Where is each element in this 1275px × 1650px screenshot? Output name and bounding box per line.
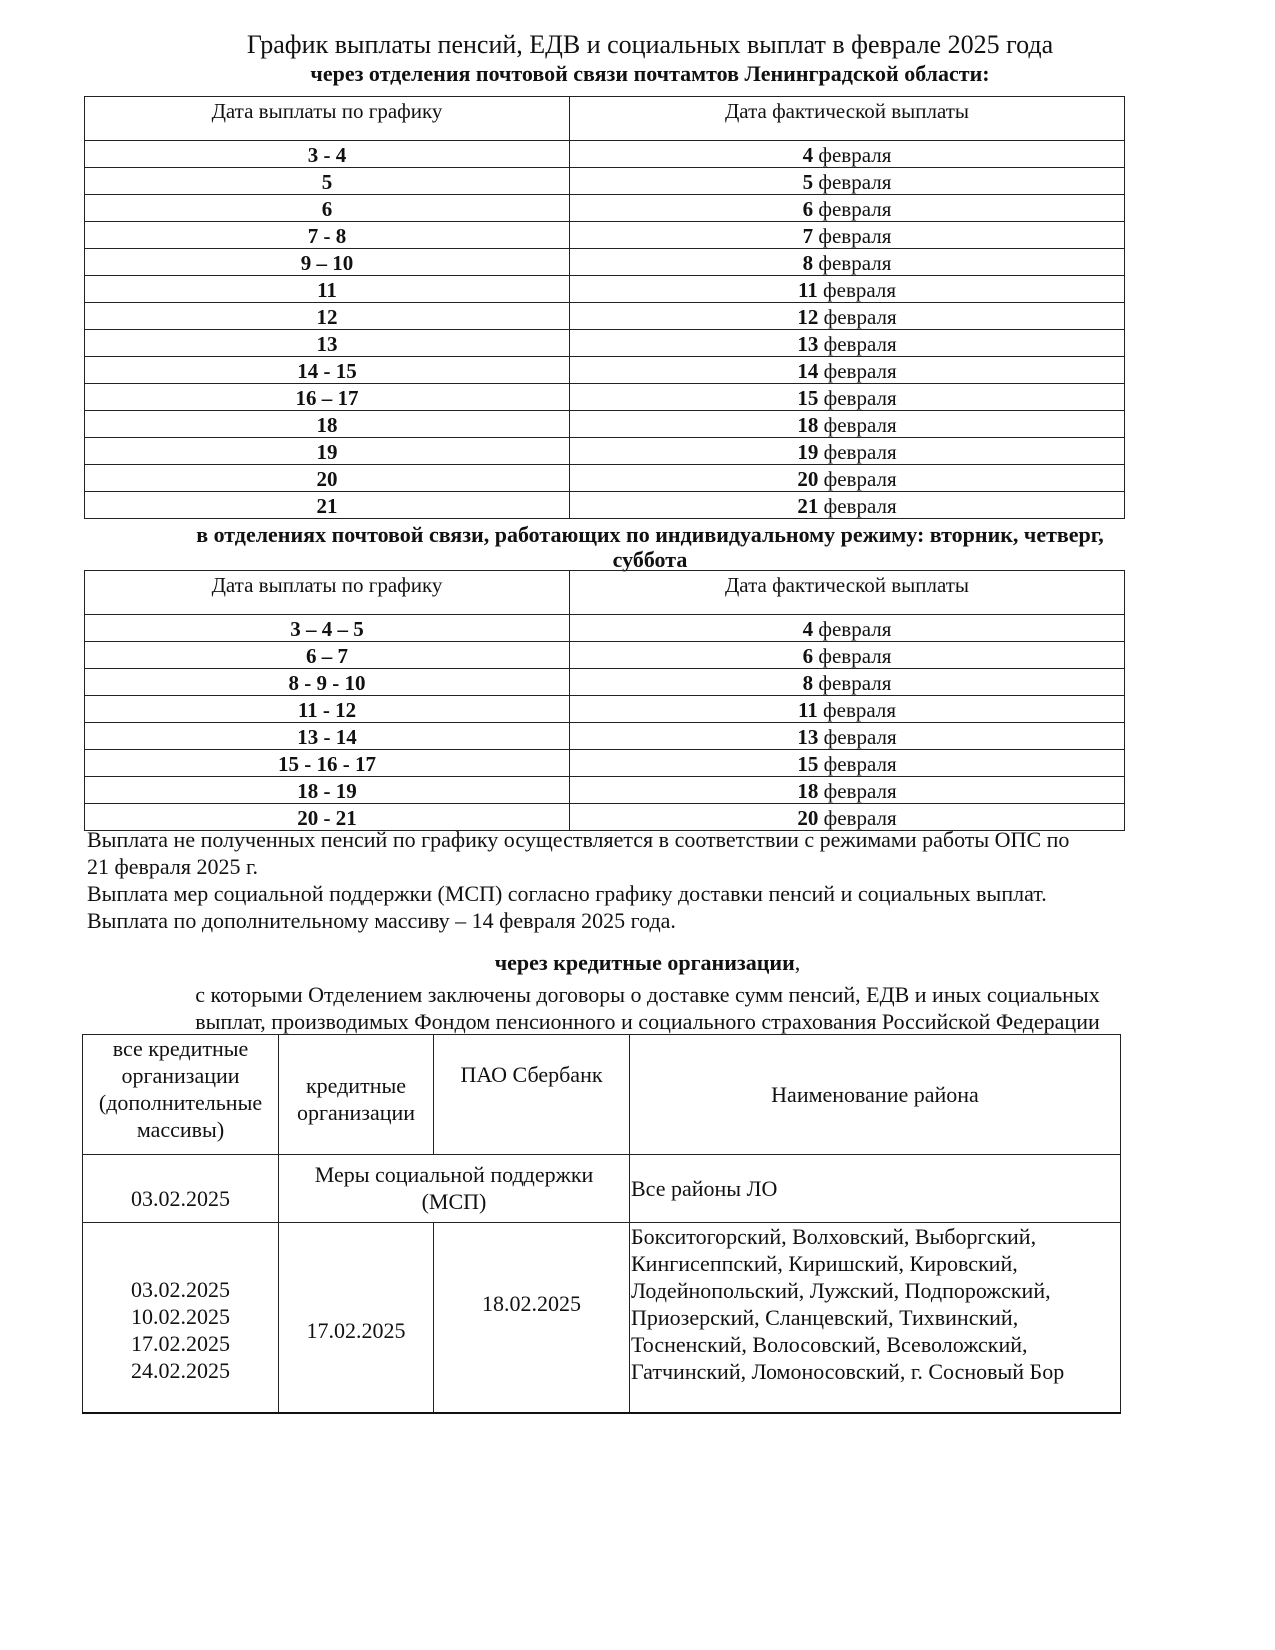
schedule-date-cell: 15 - 16 - 17 xyxy=(85,750,570,777)
credit-title-bold: через кредитные организации xyxy=(494,950,795,975)
actual-date-cell xyxy=(570,777,1125,804)
district-line: Кингисеппский, Киришский, Кировский, xyxy=(631,1251,1018,1276)
actual-date-cell xyxy=(570,222,1125,249)
month-word: февраля xyxy=(818,251,892,275)
schedule-date-cell: 9 – 10 xyxy=(85,249,570,276)
actual-day-number: 21 xyxy=(797,494,819,518)
month-word: февраля xyxy=(823,413,897,437)
page-title: График выплаты пенсий, ЕДВ и социальных выплат в феврале 2025 года xyxy=(246,30,1054,59)
actual-day-number: 11 xyxy=(797,278,818,302)
header-actual-date: Дата фактической выплаты xyxy=(570,97,1125,141)
actual-day-number: 5 xyxy=(802,170,814,194)
month-word: февраля xyxy=(823,440,897,464)
table-row xyxy=(85,357,1125,384)
actual-day-number: 8 xyxy=(802,251,814,275)
actual-date-cell xyxy=(570,168,1125,195)
actual-date-cell xyxy=(570,195,1125,222)
actual-day-number: 7 xyxy=(802,224,814,248)
actual-date-cell xyxy=(570,669,1125,696)
actual-date-cell xyxy=(570,750,1125,777)
msp-date: 03.02.2025 xyxy=(83,1155,279,1223)
month-word: февраля xyxy=(823,725,897,749)
table-row xyxy=(85,777,1125,804)
schedule-date-cell: 16 – 17 xyxy=(85,384,570,411)
note-msp: Выплата мер социальной поддержки (МСП) согласно графику доставки пенсий и социальных выплат. xyxy=(87,881,1047,906)
district-line: Бокситогорский, Волховский, Выборгский, xyxy=(631,1224,1037,1249)
schedule-date-cell: 3 - 4 xyxy=(85,141,570,168)
table-row xyxy=(85,195,1125,222)
month-word: февраля xyxy=(823,332,897,356)
header-credit-orgs xyxy=(279,1035,434,1155)
month-word: февраля xyxy=(823,698,897,722)
credit-subtitle-line2: выплат, производимых Фондом пенсионного и социального страхования Российской Федерации xyxy=(195,1009,1100,1034)
table-row xyxy=(85,696,1125,723)
actual-day-number: 8 xyxy=(802,671,814,695)
actual-day-number: 4 xyxy=(802,617,814,641)
actual-date-cell xyxy=(570,696,1125,723)
table-row xyxy=(85,168,1125,195)
month-word: февраля xyxy=(823,278,897,302)
all-credit-org-dates xyxy=(83,1223,279,1413)
actual-day-number: 20 xyxy=(797,467,819,491)
table-row xyxy=(85,411,1125,438)
header-line: организации xyxy=(121,1063,240,1088)
actual-day-number: 15 xyxy=(797,386,819,410)
schedule-date-cell: 13 xyxy=(85,330,570,357)
month-word: февраля xyxy=(818,143,892,167)
actual-day-number: 6 xyxy=(802,197,814,221)
table-row xyxy=(83,1155,1121,1223)
actual-day-number: 13 xyxy=(797,725,819,749)
table-header-row xyxy=(85,571,1125,615)
note-unreceived-line2: 21 февраля 2025 г. xyxy=(87,854,259,879)
district-list xyxy=(630,1223,1121,1413)
schedule-date-cell: 20 xyxy=(85,465,570,492)
actual-date-cell xyxy=(570,276,1125,303)
header-line: кредитные xyxy=(305,1072,407,1098)
month-word: февраля xyxy=(823,359,897,383)
table-row xyxy=(85,615,1125,642)
table-row xyxy=(85,438,1125,465)
schedule-date-cell: 3 – 4 – 5 xyxy=(85,615,570,642)
actual-date-cell xyxy=(570,411,1125,438)
month-word: февраля xyxy=(823,467,897,491)
actual-day-number: 13 xyxy=(797,332,819,356)
header-sberbank: ПАО Сбербанк xyxy=(434,1035,630,1155)
section-individual-mode-line1: в отделениях почтовой связи, работающих по индивидуальному режиму: вторник, четверг, xyxy=(196,522,1104,547)
month-word: февраля xyxy=(823,752,897,776)
payment-date: 24.02.2025 xyxy=(131,1358,230,1383)
month-word: февраля xyxy=(823,305,897,329)
actual-day-number: 4 xyxy=(802,143,814,167)
month-word: февраля xyxy=(823,806,897,830)
header-actual-date: Дата фактической выплаты xyxy=(570,571,1125,615)
month-word: февраля xyxy=(818,671,892,695)
table-row xyxy=(85,669,1125,696)
actual-day-number: 15 xyxy=(797,752,819,776)
post-schedule-table xyxy=(84,96,1125,519)
payment-date: 03.02.2025 xyxy=(131,1277,230,1302)
actual-day-number: 19 xyxy=(797,440,819,464)
month-word: февраля xyxy=(818,224,892,248)
msp-label-line: (МСП) xyxy=(421,1189,487,1214)
table-row xyxy=(85,384,1125,411)
section-credit-subtitle xyxy=(0,981,1275,1036)
district-line: Гатчинский, Ломоносовский, г. Сосновый Бор xyxy=(631,1359,1065,1384)
table-row xyxy=(85,750,1125,777)
payment-date: 17.02.2025 xyxy=(131,1331,230,1356)
table-row xyxy=(85,492,1125,519)
table-row xyxy=(85,303,1125,330)
schedule-date-cell: 7 - 8 xyxy=(85,222,570,249)
table-header-row xyxy=(85,97,1125,141)
actual-date-cell xyxy=(570,615,1125,642)
schedule-date-cell: 21 xyxy=(85,492,570,519)
section-individual-mode-title xyxy=(80,520,1220,574)
note-unreceived-line1: Выплата не полученных пенсий по графику осуществляется в соответствии с режимами работы ОПС по xyxy=(87,827,1070,852)
table-row xyxy=(85,642,1125,669)
payment-date: 10.02.2025 xyxy=(131,1304,230,1329)
actual-day-number: 11 xyxy=(797,698,818,722)
actual-day-number: 12 xyxy=(797,305,819,329)
schedule-date-cell: 11 - 12 xyxy=(85,696,570,723)
table-row xyxy=(83,1223,1121,1413)
schedule-date-cell: 19 xyxy=(85,438,570,465)
month-word: февраля xyxy=(818,617,892,641)
individual-schedule-table xyxy=(84,570,1125,831)
schedule-date-cell: 18 - 19 xyxy=(85,777,570,804)
schedule-date-cell: 11 xyxy=(85,276,570,303)
credit-orgs-date: 17.02.2025 xyxy=(279,1223,434,1413)
actual-day-number: 20 xyxy=(797,806,819,830)
section-individual-mode-line2: суббота xyxy=(612,547,688,572)
actual-date-cell xyxy=(570,642,1125,669)
table-row xyxy=(85,249,1125,276)
district-line: Тосненский, Волосовский, Всеволожский, xyxy=(631,1332,1028,1357)
actual-day-number: 18 xyxy=(797,779,819,803)
actual-date-cell xyxy=(570,438,1125,465)
credit-title-tail: , xyxy=(794,950,801,975)
schedule-date-cell: 12 xyxy=(85,303,570,330)
month-word: февраля xyxy=(823,386,897,410)
actual-date-cell xyxy=(570,303,1125,330)
schedule-date-cell: 20 - 21 xyxy=(85,804,570,831)
actual-date-cell xyxy=(570,249,1125,276)
actual-day-number: 6 xyxy=(802,644,814,668)
msp-label xyxy=(279,1155,630,1223)
header-line: организации xyxy=(296,1099,416,1125)
district-line: Лодейнопольский, Лужский, Подпорожский, xyxy=(631,1278,1051,1303)
credit-subtitle-line1: с которыми Отделением заключены договоры о доставке сумм пенсий, ЕДВ и иных социальных xyxy=(195,982,1100,1007)
actual-date-cell xyxy=(570,141,1125,168)
msp-label-line: Меры социальной поддержки xyxy=(314,1162,594,1187)
actual-date-cell xyxy=(570,465,1125,492)
header-line: все кредитные xyxy=(112,1036,249,1061)
month-word: февраля xyxy=(823,779,897,803)
table-row xyxy=(85,465,1125,492)
month-word: февраля xyxy=(818,644,892,668)
month-word: февраля xyxy=(823,494,897,518)
actual-date-cell xyxy=(570,384,1125,411)
section-post-offices-title: через отделения почтовой связи почтамтов Ленинградской области: xyxy=(310,61,990,86)
note-additional-array: Выплата по дополнительному массиву – 14 февраля 2025 года. xyxy=(87,908,676,933)
schedule-date-cell: 13 - 14 xyxy=(85,723,570,750)
actual-date-cell xyxy=(570,357,1125,384)
table-row xyxy=(85,276,1125,303)
month-word: февраля xyxy=(818,197,892,221)
schedule-date-cell: 5 xyxy=(85,168,570,195)
schedule-date-cell: 8 - 9 - 10 xyxy=(85,669,570,696)
msp-district: Все районы ЛО xyxy=(630,1155,1121,1223)
section-credit-title xyxy=(0,949,1275,977)
schedule-date-cell: 6 xyxy=(85,195,570,222)
header-schedule-date: Дата выплаты по графику xyxy=(85,571,570,615)
table-header-row xyxy=(83,1035,1121,1155)
district-line: Приозерский, Сланцевский, Тихвинский, xyxy=(631,1305,1019,1330)
month-word: февраля xyxy=(818,170,892,194)
actual-date-cell xyxy=(570,723,1125,750)
actual-date-cell xyxy=(570,492,1125,519)
schedule-date-cell: 18 xyxy=(85,411,570,438)
credit-org-table xyxy=(82,1034,1121,1414)
table-row xyxy=(85,141,1125,168)
table-row xyxy=(85,723,1125,750)
schedule-date-cell: 6 – 7 xyxy=(85,642,570,669)
table-row xyxy=(85,330,1125,357)
header-all-credit-orgs xyxy=(83,1035,279,1155)
header-district-name: Наименование района xyxy=(630,1035,1121,1155)
header-line: массивы) xyxy=(136,1117,225,1142)
schedule-date-cell: 14 - 15 xyxy=(85,357,570,384)
header-line: (дополнительные xyxy=(98,1090,263,1115)
actual-day-number: 14 xyxy=(797,359,819,383)
table-row xyxy=(85,222,1125,249)
sberbank-date: 18.02.2025 xyxy=(434,1223,630,1413)
actual-day-number: 18 xyxy=(797,413,819,437)
header-schedule-date: Дата выплаты по графику xyxy=(85,97,570,141)
actual-date-cell xyxy=(570,330,1125,357)
